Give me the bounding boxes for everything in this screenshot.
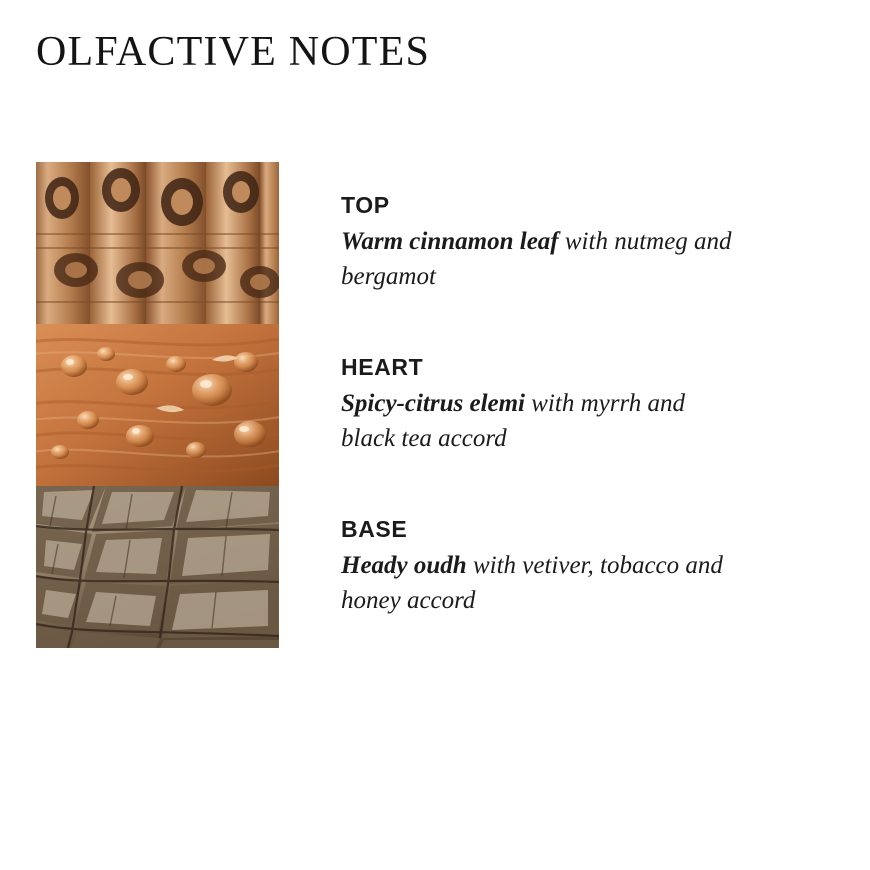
- note-image-column: [36, 162, 279, 648]
- note-entry-top: [341, 162, 736, 324]
- note-rest-base: with vetiver, tobacco and honey accord: [341, 551, 723, 614]
- cinnamon-sticks-image: [36, 162, 279, 324]
- note-entry-heart: [341, 324, 736, 486]
- note-label-top: TOP: [341, 191, 390, 218]
- oudh-bark-image: [36, 486, 279, 648]
- note-description-top: [341, 224, 736, 295]
- note-lead-top: Warm cinnamon leaf: [341, 227, 559, 255]
- note-description-heart: [341, 386, 736, 457]
- notes-block: [36, 162, 736, 648]
- note-label-heart: HEART: [341, 353, 424, 380]
- note-label-base: BASE: [341, 515, 408, 542]
- note-description-base: [341, 548, 736, 619]
- note-lead-heart: Spicy-citrus elemi: [341, 389, 525, 417]
- note-entry-base: [341, 486, 736, 648]
- note-rest-top: with nutmeg and bergamot: [341, 227, 732, 290]
- note-lead-base: Heady oudh: [341, 551, 467, 579]
- elemi-resin-image: [36, 324, 279, 486]
- page-title: OLFACTIVE NOTES: [36, 29, 431, 75]
- note-text-column: [279, 162, 736, 648]
- note-rest-heart: with myrrh and black tea accord: [341, 389, 685, 452]
